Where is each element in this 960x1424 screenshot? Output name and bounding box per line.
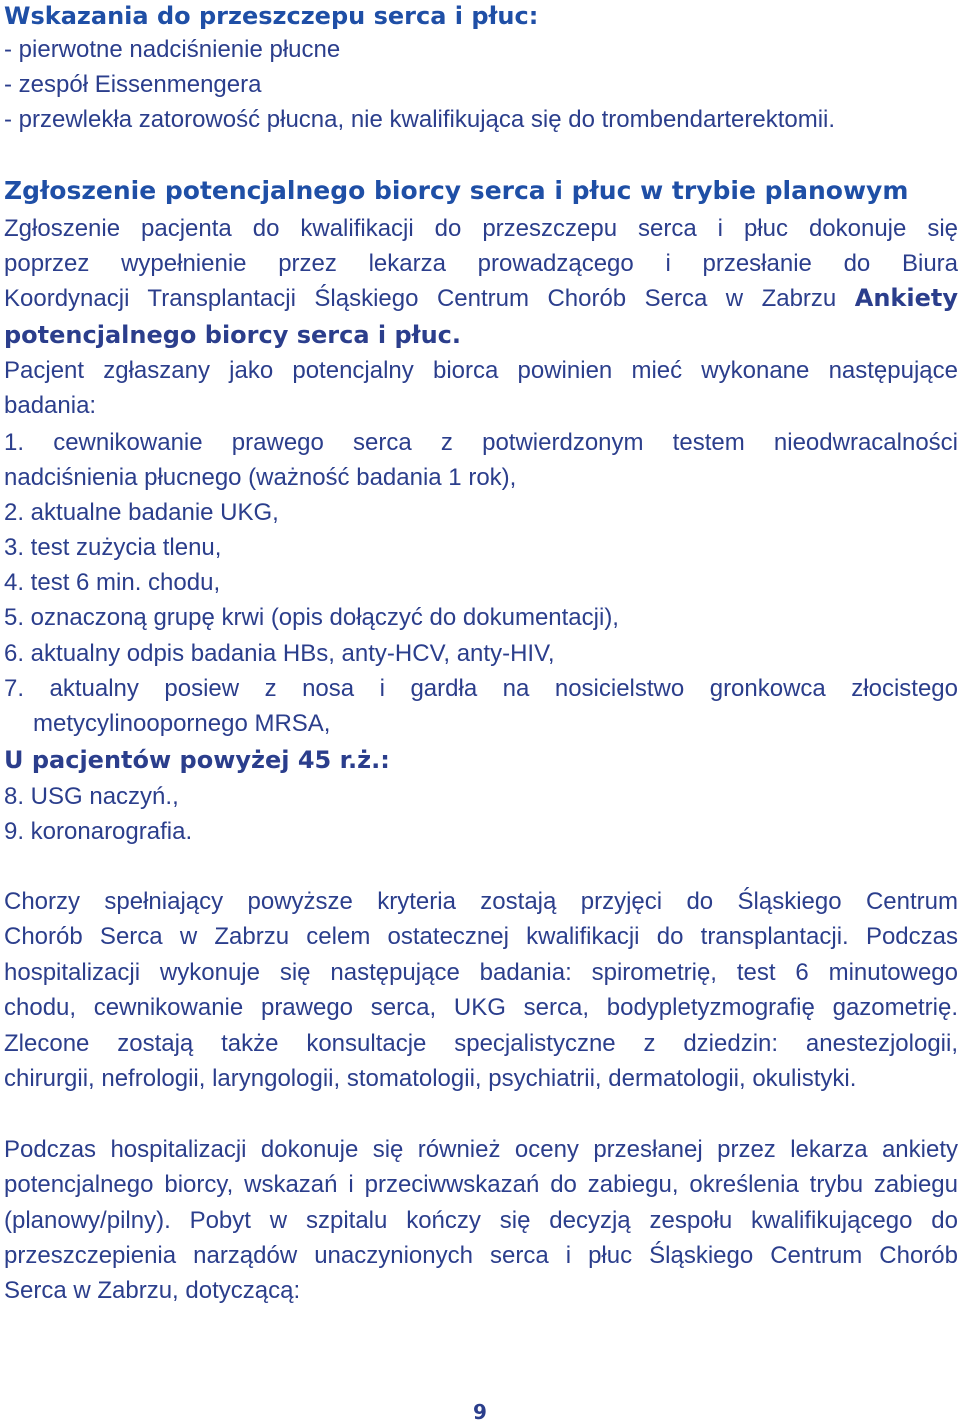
indication-item: - zespół Eissenmengera xyxy=(4,71,262,98)
test-list-item: 9. koronarografia. xyxy=(4,818,193,845)
indication-item: - pierwotne nadciśnienie płucne xyxy=(4,36,341,63)
qualification-para-line: przeszczepienia narządów unaczynionych serca i płuc Śląskiego Centrum Chorób xyxy=(4,1242,958,1269)
test-list-item: 7. aktualny posiew z nosa i gardła na nosicielstwo gronkowca złocistego xyxy=(4,675,958,702)
test-list-item: 6. aktualny odpis badania HBs, anty-HCV, anty-HIV, xyxy=(4,640,555,667)
qualification-para-line: Serca w Zabrzu, dotyczącą: xyxy=(4,1277,301,1304)
hospitalization-para-line: chodu, cewnikowanie prawego serca, UKG serca, bodypletyzmografię gazometrię. xyxy=(4,994,958,1021)
test-list-item: 4. test 6 min. chodu, xyxy=(4,569,221,596)
hospitalization-para-line: Chorzy spełniający powyższe kryteria zostają przyjęci do Śląskiego Centrum xyxy=(4,888,958,915)
page-number: 9 xyxy=(473,1400,487,1424)
indication-item: - przewlekła zatorowość płucna, nie kwalifikująca się do trombendarterektomii. xyxy=(4,106,836,133)
referral-para-line xyxy=(4,281,958,316)
qualification-para-line: Podczas hospitalizacji dokonuje się również oceny przesłanej przez lekarza ankiety xyxy=(4,1136,958,1163)
qualification-para-line: potencjalnego biorcy, wskazań i przeciwwskazań do zabiegu, określenia trybu zabiegu xyxy=(4,1171,958,1198)
test-list-item: 8. USG naczyń., xyxy=(4,783,179,810)
test-list-item: metycylinoopornego MRSA, xyxy=(33,710,331,737)
required-tests-intro: badania: xyxy=(4,392,97,419)
referral-para-text: Koordynacji Transplantacji Śląskiego Centrum Chorób Serca w Zabrzu xyxy=(4,285,837,312)
hospitalization-para-line: hospitalizacji wykonuje się następujące badania: spirometrię, test 6 minutowego xyxy=(4,959,958,986)
hospitalization-para-line: Chorób Serca w Zabrzu celem ostatecznej kwalifikacji do transplantacji. Podczas xyxy=(4,923,958,950)
test-list-item: 1. cewnikowanie prawego serca z potwierdzonym testem nieodwracalności xyxy=(4,429,958,456)
referral-heading: Zgłoszenie potencjalnego biorcy serca i płuc w trybie planowym xyxy=(4,176,909,205)
hospitalization-para-line: Zlecone zostają także konsultacje specjalistyczne z dziedzin: anestezjologii, xyxy=(4,1030,958,1057)
test-list-item: nadciśnienia płucnego (ważność badania 1 rok), xyxy=(4,464,517,491)
test-list-item: 3. test zużycia tlenu, xyxy=(4,534,222,561)
required-tests-intro: Pacjent zgłaszany jako potencjalny biorca powinien mieć wykonane następujące xyxy=(4,357,958,384)
survey-name-bold: Ankiety xyxy=(854,284,958,312)
test-list-item: 2. aktualne badanie UKG, xyxy=(4,499,279,526)
qualification-para-line: (planowy/pilny). Pobyt w szpitalu kończy się decyzją zespołu kwalifikującego do xyxy=(4,1207,958,1234)
indications-heading: Wskazania do przeszczepu serca i płuc: xyxy=(4,2,539,30)
referral-para-line: poprzez wypełnienie przez lekarza prowadzącego i przesłanie do Biura xyxy=(4,250,958,277)
test-list-item: 5. oznaczoną grupę krwi (opis dołączyć do dokumentacji), xyxy=(4,604,619,631)
hospitalization-para-line: chirurgii, nefrologii, laryngologii, stomatologii, psychiatrii, dermatologii, okulistyki. xyxy=(4,1065,857,1092)
referral-para-line: Zgłoszenie pacjenta do kwalifikacji do przeszczepu serca i płuc dokonuje się xyxy=(4,215,958,242)
survey-name-bold-continued: potencjalnego biorcy serca i płuc. xyxy=(4,321,461,349)
over45-heading: U pacjentów powyżej 45 r.ż.: xyxy=(4,746,390,774)
